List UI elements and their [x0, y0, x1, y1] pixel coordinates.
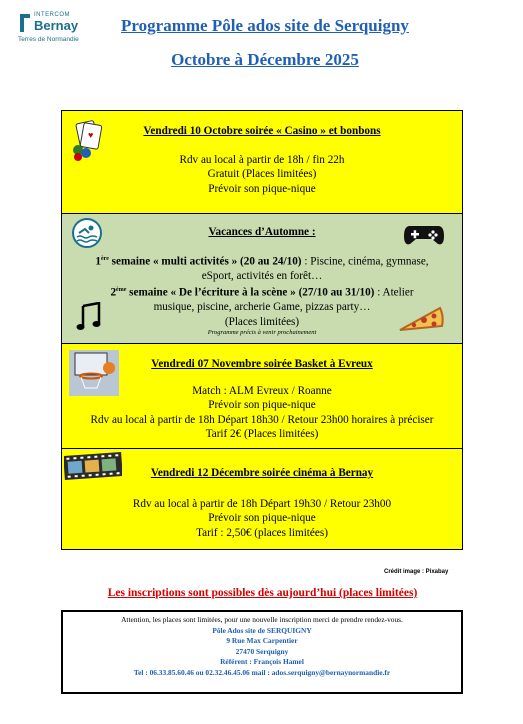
- event2-heading: Vacances d’Automne :: [208, 226, 316, 238]
- pizza-icon: [398, 304, 444, 334]
- event2-week1-cont: eSport, activités en forêt…: [201, 269, 323, 282]
- event2-week2: [62, 283, 462, 300]
- swimmer-icon: [72, 218, 102, 248]
- intercom-bernay-logo: [18, 10, 113, 46]
- event2-week2-cont: musique, piscine, archerie Game, pizzas party…: [153, 301, 371, 314]
- event1-heading: Vendredi 10 Octobre soirée « Casino » et bonbons: [143, 125, 381, 137]
- event2-note: Programme précis à venir prochainement: [207, 329, 317, 337]
- contact-referent: Référent : François Hamel: [220, 657, 304, 666]
- playing-cards-icon: [70, 120, 104, 162]
- event1-line: Rdv au local à partir de 18h / fin 22h: [179, 153, 345, 166]
- week1-title: semaine « multi activités » (20 au 24/10): [108, 255, 302, 268]
- week2-text: : Atelier: [374, 286, 414, 299]
- contact-street: 9 Rue Max Carpentier: [226, 636, 298, 645]
- event4-heading: Vendredi 12 Décembre soirée cinéma à Bernay: [150, 467, 374, 479]
- contact-name: Pôle Ados site de SERQUIGNY: [212, 625, 312, 635]
- event3-heading: Vendredi 07 Novembre soirée Basket à Evreux: [151, 358, 373, 370]
- basketball-hoop-icon: [69, 350, 119, 396]
- contact-box: [61, 610, 463, 694]
- week1-sup: ère: [100, 255, 109, 262]
- music-note-icon: [76, 302, 102, 332]
- event4-line: Prévoir son pique-nique: [208, 512, 316, 524]
- event3-line: Prévoir son pique-nique: [208, 399, 316, 411]
- contact-city: 27470 Serquigny: [235, 646, 289, 656]
- contact-phone-mail: Tel : 06.33.85.60.46 ou 02.32.46.45.06 mail : ados.serquigny@bernaynormandie.fr: [133, 667, 391, 677]
- event3-line: Rdv au local à partir de 18h Départ 18h30 / Retour 23h00 horaires à préciser: [90, 413, 434, 426]
- week2-sup: ème: [116, 287, 127, 294]
- image-credit: Crédit image : Pixabay: [384, 569, 449, 575]
- event-casino-box: [61, 110, 463, 214]
- event-basket-box: [61, 343, 463, 449]
- page-title: Programme Pôle ados site de Serquigny: [121, 16, 409, 35]
- week2-number: 2: [110, 286, 117, 299]
- event1-line: Gratuit (Places limitées): [207, 168, 317, 180]
- event2-week1: [62, 252, 462, 269]
- film-strip-icon: [64, 452, 122, 480]
- svg-text:♥: ♥: [88, 130, 94, 140]
- logo-sub-text: Terres de Normandie: [18, 36, 79, 43]
- week2-title: semaine « De l’écriture à la scène » (27/10 au 31/10): [126, 286, 375, 299]
- logo-small-text: INTERCOM: [34, 12, 70, 18]
- week1-text: : Piscine, cinéma, gymnase,: [301, 255, 429, 268]
- contact-intro: Attention, les places sont limitées, pour une nouvelle inscription merci de prendre rendez-vous.: [121, 615, 403, 624]
- event3-line: Match : ALM Evreux / Roanne: [192, 384, 332, 397]
- logo-mark-icon: [18, 12, 32, 34]
- event1-line: Prévoir son pique-nique: [208, 182, 316, 195]
- inscriptions-notice: Les inscriptions sont possibles dès aujourd’hui (places limitées): [107, 587, 418, 599]
- event4-line: Tarif : 2,50€ (places limitées): [196, 526, 328, 539]
- event3-line: Tarif 2€ (Places limitées): [205, 428, 319, 440]
- event4-line: Rdv au local à partir de 18h Départ 19h30 / Retour 23h00: [132, 497, 392, 510]
- logo-big-text: Bernay: [34, 18, 79, 33]
- event2-places: (Places limitées): [224, 315, 300, 328]
- page-subtitle: Octobre à Décembre 2025: [171, 50, 359, 69]
- gamepad-icon: [402, 222, 446, 248]
- week1-number: 1: [95, 255, 101, 268]
